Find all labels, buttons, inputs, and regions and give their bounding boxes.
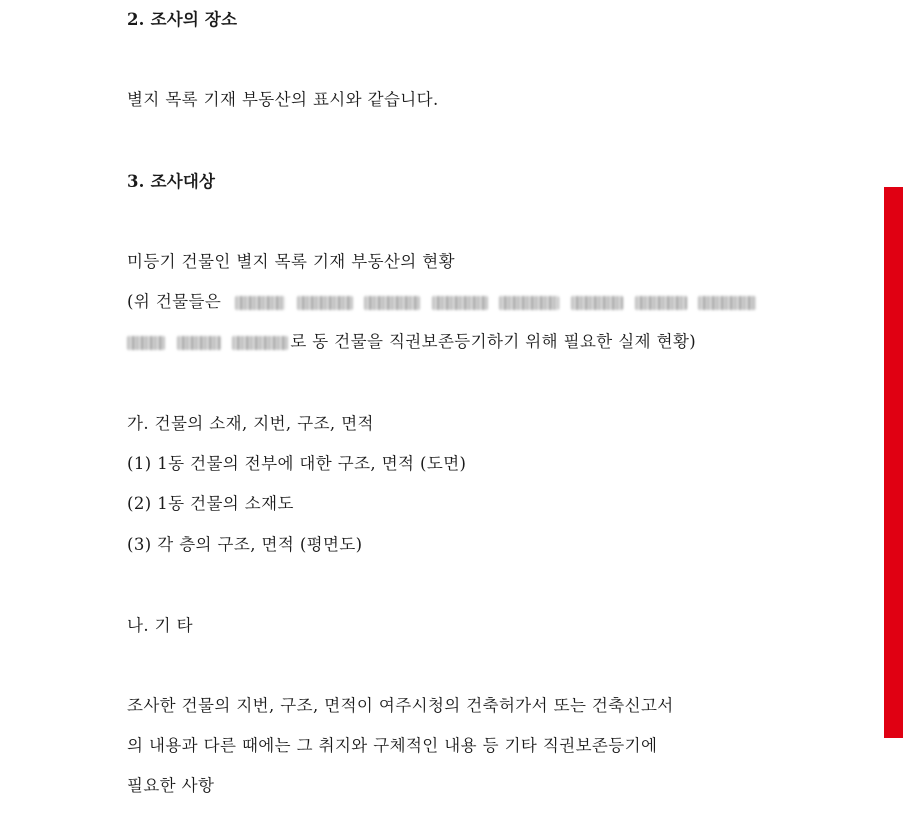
red-margin-bar <box>884 187 903 738</box>
target-heading: 3. 조사대상 <box>127 172 216 191</box>
place-heading: 2. 조사의 장소 <box>127 10 238 29</box>
target-paren-line-1 <box>127 290 762 314</box>
redacted-text <box>499 296 559 310</box>
item-ga-title: 가. 건물의 소재, 지번, 구조, 면적 <box>127 414 374 433</box>
redacted-text <box>432 296 488 310</box>
target-paren-prefix: (위 건물들은 <box>127 292 222 311</box>
redacted-text <box>232 336 288 350</box>
redacted-text <box>297 296 353 310</box>
item-na-line-2: 의 내용과 다른 때에는 그 취지와 구체적인 내용 등 기타 직권보존등기에 <box>127 736 658 755</box>
item-ga-subitem-3: (3) 각 층의 구조, 면적 (평면도) <box>127 535 363 554</box>
redacted-text <box>177 336 221 350</box>
item-ga-subitem-1: (1) 1동 건물의 전부에 대한 구조, 면적 (도면) <box>127 454 467 473</box>
redacted-text <box>127 336 165 350</box>
place-text: 별지 목록 기재 부동산의 표시와 같습니다. <box>127 90 439 109</box>
item-ga-subitem-2: (2) 1동 건물의 소재도 <box>127 494 294 513</box>
redacted-text <box>698 296 756 310</box>
item-na-line-3: 필요한 사항 <box>127 776 215 795</box>
target-paren-suffix: 로 동 건물을 직권보존등기하기 위해 필요한 실제 현황) <box>290 332 697 351</box>
item-na-title: 나. 기 타 <box>127 616 193 635</box>
redacted-text <box>635 296 687 310</box>
target-intro: 미등기 건물인 별지 목록 기재 부동산의 현황 <box>127 252 455 271</box>
redacted-text <box>235 296 285 310</box>
redacted-text <box>571 296 623 310</box>
target-paren-line-2 <box>127 330 696 354</box>
item-na-line-1: 조사한 건물의 지번, 구조, 면적이 여주시청의 건축허가서 또는 건축신고서 <box>127 696 674 715</box>
redacted-text <box>364 296 420 310</box>
